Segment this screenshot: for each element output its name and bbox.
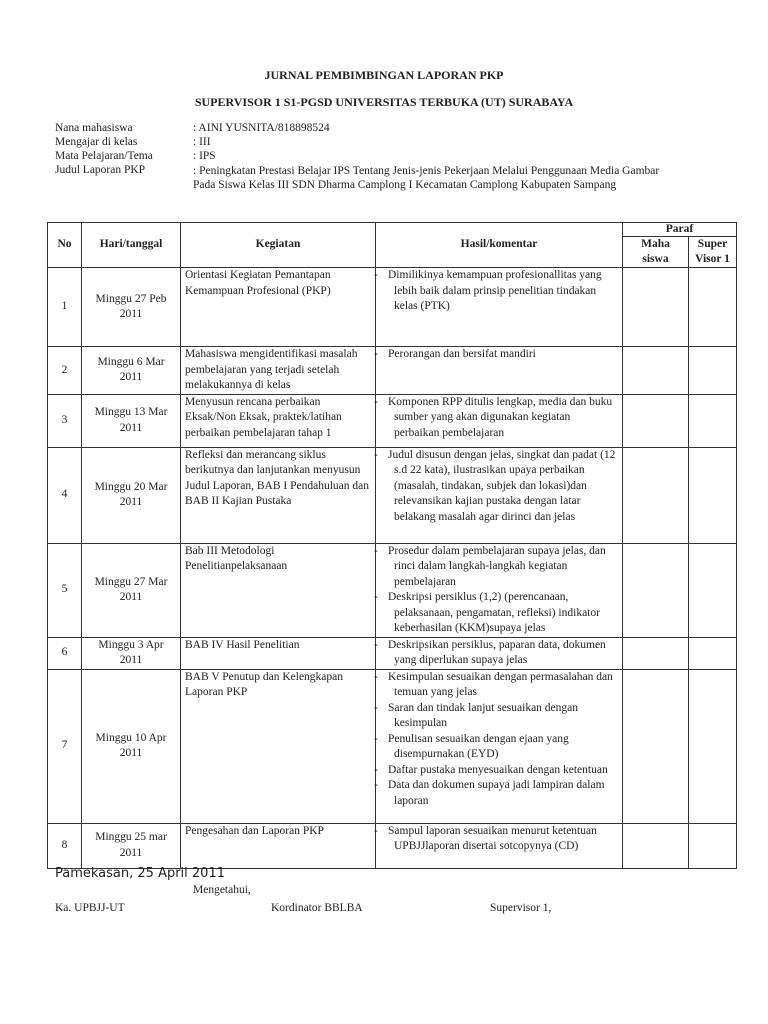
row-number: 2 [48,347,82,395]
result-item: - Judul disusun dengan jelas, singkat dan padat (12 s.d 22 kata), ilustrasikan upaya perbaikan (masalah, tindakan, subjek dan lokasi)dan relevansikan kajian pustaka dengan latar belakang masalah agar dirinci dan jelas [376,448,618,526]
place-date: Pamekasan, 25 April 2011 [55,866,225,881]
header-supervisor: Super Visor 1 [689,237,737,268]
info-value: : III [193,136,211,148]
header-paraf: Paraf [623,223,737,237]
row-activity: Mahasiswa mengidentifikasi masalah pembelajaran yang terjadi setelah melakukannya di kelas [181,347,376,395]
row-activity: Refleksi dan merancang siklus berikutnya dan lanjutankan menyusun Judul Laporan, BAB I Pendahuluan dan BAB II Kajian Pustaka [181,447,376,543]
row-date: Minggu 27 Peb 2011 [82,268,181,347]
row-number: 4 [48,447,82,543]
supervisor-signature-cell [689,268,737,347]
row-results [376,268,623,347]
row-results [376,669,623,823]
supervisor-signature-cell [689,823,737,868]
student-signature-cell [623,543,689,637]
guidance-journal-table [47,222,737,869]
supervisor-signature-cell [689,637,737,669]
info-value: : IPS [193,150,216,162]
supervisor-signature-cell [689,347,737,395]
row-date: Minggu 20 Mar 2011 [82,447,181,543]
row-activity: Pengesahan dan Laporan PKP [181,823,376,868]
row-results [376,394,623,447]
header-no: No [48,223,82,268]
table-row [48,447,737,543]
row-number: 5 [48,543,82,637]
table-row [48,543,737,637]
student-signature-cell [623,637,689,669]
header-result: Hasil/komentar [376,223,623,268]
report-title-value: : Peningkatan Prestasi Belajar IPS Tentang Jenis-jenis Pekerjaan Melalui Penggunaan Media Gambar Pada Siswa Kelas III SDN Dharma Camplong I Kecamatan Camplong Kabupaten Sampang [193,165,660,191]
table-row [48,669,737,823]
row-results [376,447,623,543]
result-item: - Deskripsikan persiklus, paparan data, dokumen yang diperlukan supaya jelas [376,638,618,669]
result-item: - Perorangan dan bersifat mandiri [376,347,618,363]
row-date: Minggu 25 mar 2011 [82,823,181,868]
result-item: - Daftar pustaka menyesuaikan dengan ketentuan [376,763,618,779]
header-student: Maha siswa [623,237,689,268]
row-number: 1 [48,268,82,347]
result-item: - Deskripsi persiklus (1,2) (perencanaan, pelaksanaan, pengamatan, refleksi) indikator keberhasilan (KKM)supaya jelas [376,590,618,637]
row-results [376,347,623,395]
result-item: - Sampul laporan sesuaikan menurut ketentuan UPBJJlaporan disertai sotcopynya (CD) [376,824,618,855]
student-signature-cell [623,347,689,395]
result-item: - Dimilikinya kemampuan profesionallitas yang lebih baik dalam prinsip penelitian tindakan kelas (PTK) [376,268,618,315]
signature-coordinator: Kordinator BBLBA [271,902,363,914]
result-item: - Penulisan sesuaikan dengan ejaan yang disempurnakan (EYD) [376,732,618,763]
table-row [48,347,737,395]
student-signature-cell [623,823,689,868]
row-date: Minggu 10 Apr 2011 [82,669,181,823]
row-date: Minggu 6 Mar 2011 [82,347,181,395]
header-activity: Kegiatan [181,223,376,268]
info-value: : AINI YUSNITA/818898524 [193,122,330,134]
row-date: Minggu 27 Mar 2011 [82,543,181,637]
info-label: Mengajar di kelas [55,136,138,148]
result-item: - Kesimpulan sesuaikan dengan permasalahan dan temuan yang jelas [376,670,618,701]
document-title: JURNAL PEMBIMBINGAN LAPORAN PKP [264,68,504,82]
info-label: Nana mahasiswa [55,122,133,134]
row-activity: BAB V Penutup dan Kelengkapan Laporan PKP [181,669,376,823]
row-date: Minggu 3 Apr 2011 [82,637,181,669]
info-label: Mata Pelajaran/Tema [55,150,153,162]
result-item: - Data dan dokumen supaya jadi lampiran dalam laporan [376,778,618,809]
row-results [376,543,623,637]
acknowledged-label: Mengetahui, [193,884,251,896]
student-signature-cell [623,268,689,347]
document-subtitle: SUPERVISOR 1 S1-PGSD UNIVERSITAS TERBUKA (UT) SURABAYA [194,95,574,109]
supervisor-signature-cell [689,447,737,543]
info-label: Judul Laporan PKP [55,164,146,176]
row-results [376,823,623,868]
result-item: - Komponen RPP ditulis lengkap, media dan buku sumber yang akan digunakan kegiatan perbaikan pembelajaran [376,395,618,442]
supervisor-signature-cell [689,669,737,823]
row-number: 8 [48,823,82,868]
supervisor-signature-cell [689,543,737,637]
header-date: Hari/tanggal [82,223,181,268]
result-item: - Saran dan tindak lanjut sesuaikan dengan kesimpulan [376,701,618,732]
student-signature-cell [623,669,689,823]
table-row [48,268,737,347]
table-row [48,394,737,447]
row-activity: Menyusun rencana perbaikan Eksak/Non Eksak, praktek/latihan perbaikan pembelajaran tahap 1 [181,394,376,447]
row-date: Minggu 13 Mar 2011 [82,394,181,447]
row-number: 7 [48,669,82,823]
signature-supervisor: Supervisor 1, [490,902,552,914]
table-row [48,823,737,868]
row-results [376,637,623,669]
row-number: 6 [48,637,82,669]
row-activity: Bab III Metodologi Penelitianpelaksanaan [181,543,376,637]
row-activity: Orientasi Kegiatan Pemantapan Kemampuan Profesional (PKP) [181,268,376,347]
supervisor-signature-cell [689,394,737,447]
row-activity: BAB IV Hasil Penelitian [181,637,376,669]
result-item: - Prosedur dalam pembelajaran supaya jelas, dan rinci dalam langkah-langkah kegiatan pembelajaran [376,544,618,591]
row-number: 3 [48,394,82,447]
student-signature-cell [623,447,689,543]
student-signature-cell [623,394,689,447]
signature-upbjj: Ka. UPBJJ-UT [55,902,125,914]
table-row [48,637,737,669]
